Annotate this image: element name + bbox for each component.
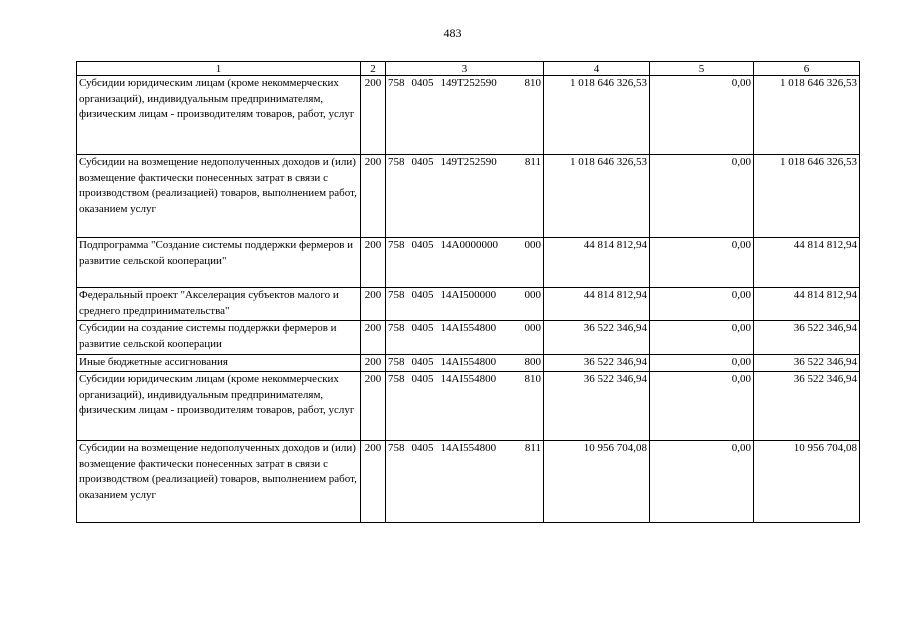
- column-header-3: 3: [386, 62, 544, 76]
- column-header-5: 5: [650, 62, 754, 76]
- code-type: 000: [524, 322, 541, 334]
- row-col6: 44 814 812,94: [754, 238, 860, 288]
- row-code: [386, 355, 544, 372]
- row-col5: 0,00: [650, 355, 754, 372]
- code-type: 800: [524, 356, 541, 368]
- table-row: [77, 76, 860, 155]
- code-target: 14АI500000: [440, 289, 497, 301]
- row-col5: 0,00: [650, 321, 754, 355]
- row-code: [386, 321, 544, 355]
- code-section: 0405: [411, 322, 434, 334]
- row-col5: 0,00: [650, 76, 754, 155]
- code-target: 149T252590: [440, 77, 497, 89]
- row-col6: 10 956 704,08: [754, 441, 860, 523]
- table-header-row: [77, 62, 860, 76]
- row-name: Субсидии юридическим лицам (кроме некоммерческих организаций), индивидуальным предпринимателям, физическим лицам - производителям товаров, работ, услуг: [77, 372, 361, 441]
- row-col2: 200: [361, 372, 386, 441]
- row-col4: 10 956 704,08: [544, 441, 650, 523]
- code-type: 811: [524, 442, 541, 454]
- row-col5: 0,00: [650, 372, 754, 441]
- table-row: [77, 321, 860, 355]
- table-row: [77, 355, 860, 372]
- column-header-2: 2: [361, 62, 386, 76]
- row-col5: 0,00: [650, 155, 754, 238]
- code-type: 000: [524, 289, 541, 301]
- code-type: 811: [524, 156, 541, 168]
- code-type: 810: [524, 373, 541, 385]
- budget-table: [76, 61, 860, 523]
- code-target: 149T252590: [440, 156, 497, 168]
- code-admin: 758: [388, 289, 405, 301]
- row-name: Федеральный проект "Акселерация субъектов малого и среднего предпринимательства": [77, 288, 361, 321]
- code-section: 0405: [411, 156, 434, 168]
- row-col2: 200: [361, 238, 386, 288]
- code-admin: 758: [388, 373, 405, 385]
- row-col4: 44 814 812,94: [544, 288, 650, 321]
- row-code: [386, 76, 544, 155]
- row-col4: 1 018 646 326,53: [544, 76, 650, 155]
- code-admin: 758: [388, 239, 405, 251]
- row-col4: 36 522 346,94: [544, 321, 650, 355]
- table-row: [77, 288, 860, 321]
- code-target: 14АI554800: [440, 442, 497, 454]
- table-row: [77, 155, 860, 238]
- row-col2: 200: [361, 355, 386, 372]
- code-target: 14А0000000: [440, 239, 498, 251]
- row-name: Субсидии на создание системы поддержки фермеров и развитие сельской кооперации: [77, 321, 361, 355]
- row-name: Субсидии на возмещение недополученных доходов и (или) возмещение фактически понесенных затрат в связи с производством (реализацией) товаров, выполнением работ, оказанием услуг: [77, 441, 361, 523]
- code-section: 0405: [411, 442, 434, 454]
- page-number: 483: [443, 26, 462, 40]
- row-col6: 44 814 812,94: [754, 288, 860, 321]
- code-admin: 758: [388, 322, 405, 334]
- row-col6: 1 018 646 326,53: [754, 155, 860, 238]
- code-admin: 758: [388, 156, 405, 168]
- row-name: Субсидии юридическим лицам (кроме некоммерческих организаций), индивидуальным предпринимателям, физическим лицам - производителям товаров, работ, услуг: [77, 76, 361, 155]
- row-col5: 0,00: [650, 288, 754, 321]
- row-code: [386, 288, 544, 321]
- row-col6: 36 522 346,94: [754, 355, 860, 372]
- table-row: [77, 441, 860, 523]
- code-admin: 758: [388, 356, 405, 368]
- code-target: 14АI554800: [440, 373, 497, 385]
- row-col4: 44 814 812,94: [544, 238, 650, 288]
- row-col6: 36 522 346,94: [754, 372, 860, 441]
- row-col5: 0,00: [650, 441, 754, 523]
- column-header-4: 4: [544, 62, 650, 76]
- code-section: 0405: [411, 289, 434, 301]
- row-col4: 36 522 346,94: [544, 372, 650, 441]
- code-target: 14АI554800: [440, 356, 497, 368]
- code-type: 000: [524, 239, 541, 251]
- row-code: [386, 238, 544, 288]
- row-col4: 1 018 646 326,53: [544, 155, 650, 238]
- row-code: [386, 372, 544, 441]
- code-target: 14АI554800: [440, 322, 497, 334]
- row-col5: 0,00: [650, 238, 754, 288]
- code-admin: 758: [388, 442, 405, 454]
- row-name: Подпрограмма "Создание системы поддержки фермеров и развитие сельской кооперации": [77, 238, 361, 288]
- code-section: 0405: [411, 239, 434, 251]
- row-name: Иные бюджетные ассигнования: [77, 355, 361, 372]
- table-row: [77, 238, 860, 288]
- row-col2: 200: [361, 321, 386, 355]
- code-section: 0405: [411, 356, 434, 368]
- row-col6: 36 522 346,94: [754, 321, 860, 355]
- code-section: 0405: [411, 373, 434, 385]
- code-type: 810: [524, 77, 541, 89]
- table-row: [77, 372, 860, 441]
- row-name: Субсидии на возмещение недополученных доходов и (или) возмещение фактически понесенных затрат в связи с производством (реализацией) товаров, выполнением работ, оказанием услуг: [77, 155, 361, 238]
- row-col2: 200: [361, 155, 386, 238]
- column-header-6: 6: [754, 62, 860, 76]
- row-col4: 36 522 346,94: [544, 355, 650, 372]
- code-section: 0405: [411, 77, 434, 89]
- code-admin: 758: [388, 77, 405, 89]
- row-code: [386, 441, 544, 523]
- row-col2: 200: [361, 288, 386, 321]
- row-col6: 1 018 646 326,53: [754, 76, 860, 155]
- row-col2: 200: [361, 76, 386, 155]
- column-header-1: 1: [77, 62, 361, 76]
- row-col2: 200: [361, 441, 386, 523]
- row-code: [386, 155, 544, 238]
